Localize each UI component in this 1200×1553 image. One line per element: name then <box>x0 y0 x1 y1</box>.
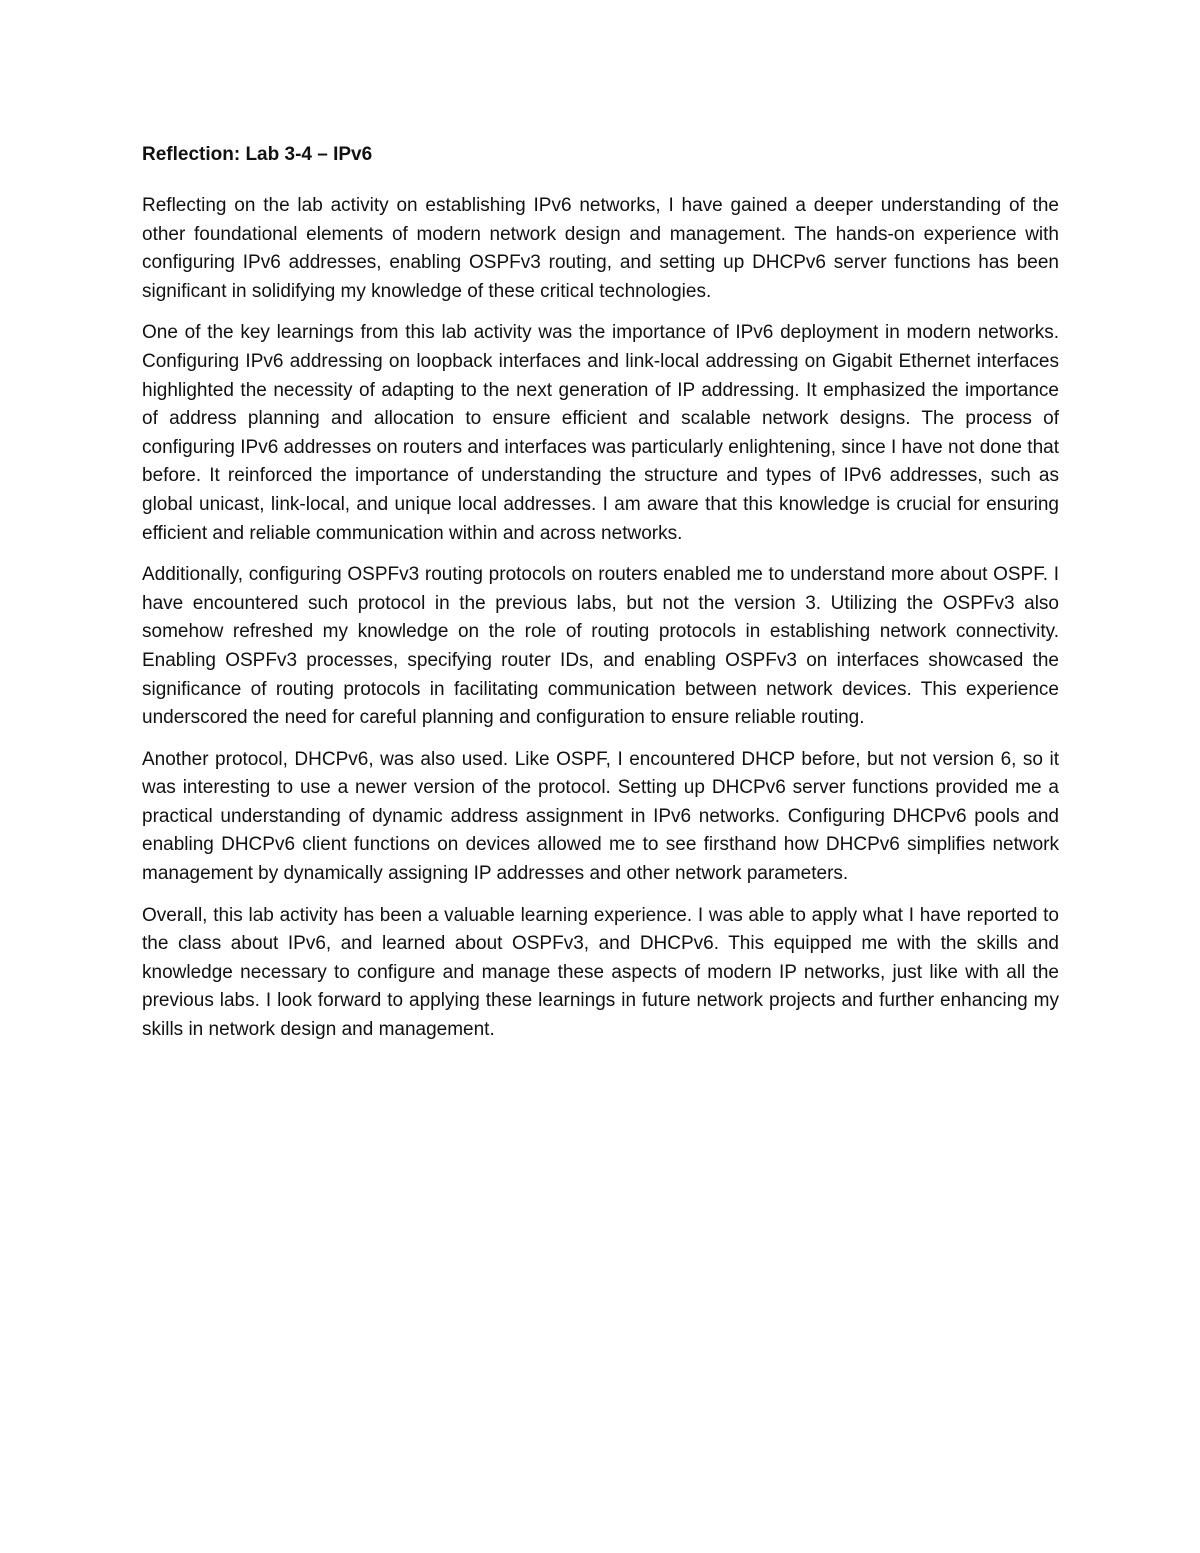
document-title: Reflection: Lab 3-4 – IPv6 <box>142 144 373 165</box>
paragraph-intro: Reflecting on the lab activity on establishing IPv6 networks, I have gained a deeper understanding of the other foundational elements of modern network design and management. The hands-on experience with configuring IPv6 addresses, enabling OSPFv3 routing, and setting up DHCPv6 server functions has been significant in solidifying my knowledge of these critical technologies. <box>142 195 1059 302</box>
document-body <box>142 140 1059 1058</box>
paragraph-ipv6-deployment: One of the key learnings from this lab activity was the importance of IPv6 deployment in modern networks. Configuring IPv6 addressing on loopback interfaces and link-local addressing on Gigabit Ethernet interfaces highlighted the necessity of adapting to the next generation of IP addressing. It emphasized the importance of address planning and allocation to ensure efficient and scalable network designs. The process of configuring IPv6 addresses on routers and interfaces was particularly enlightening, since I have not done that before. It reinforced the importance of understanding the structure and types of IPv6 addresses, such as global unicast, link-local, and unique local addresses. I am aware that this knowledge is crucial for ensuring efficient and reliable communication within and across networks. <box>142 322 1059 544</box>
paragraph-dhcpv6: Another protocol, DHCPv6, was also used. Like OSPF, I encountered DHCP before, but not version 6, so it was interesting to use a newer version of the protocol. Setting up DHCPv6 server functions provided me a practical understanding of dynamic address assignment in IPv6 networks. Configuring DHCPv6 pools and enabling DHCPv6 client functions on devices allowed me to see firsthand how DHCPv6 simplifies network management by dynamically assigning IP addresses and other network parameters. <box>142 748 1059 885</box>
paragraph-conclusion: Overall, this lab activity has been a valuable learning experience. I was able to apply what I have reported to the class about IPv6, and learned about OSPFv3, and DHCPv6. This equipped me with the skills and knowledge necessary to configure and manage these aspects of modern IP networks, just like with all the previous labs. I look forward to applying these learnings in future network projects and further enhancing my skills in network design and management. <box>142 904 1059 1041</box>
paragraph-ospfv3: Additionally, configuring OSPFv3 routing protocols on routers enabled me to understand more about OSPF. I have encountered such protocol in the previous labs, but not the version 3. Utilizing the OSPFv3 also somehow refreshed my knowledge on the role of routing protocols in establishing network connectivity. Enabling OSPFv3 processes, specifying router IDs, and enabling OSPFv3 on interfaces showcased the significance of routing protocols in facilitating communication between network devices. This experience underscored the need for careful planning and configuration to ensure reliable routing. <box>142 564 1059 729</box>
